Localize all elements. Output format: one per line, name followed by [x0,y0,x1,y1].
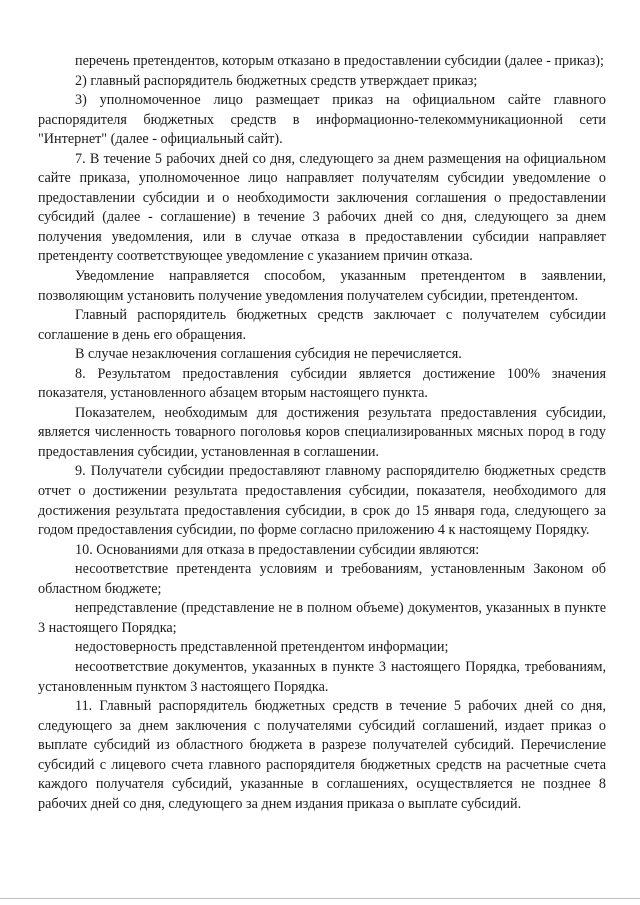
paragraph-refusal-reason-4: несоответствие документов, указанных в пункте 3 настоящего Порядка, требованиям, установленным пунктом 3 настоящего Порядка. [38,658,606,695]
paragraph-refusal-reason-1: несоответствие претендента условиям и требованиям, установленным Законом об областном бюджете; [38,561,606,597]
paragraph-item-2: 2) главный распорядитель бюджетных средств утверждает приказ; [75,72,478,89]
paragraph-list-continuation: перечень претендентов, которым отказано в предоставлении субсидии (далее - приказ); [75,53,604,69]
paragraph-refusal-reason-2: непредставление (представление не в полном объеме) документов, указанных в пункте 3 настоящего Порядка; [38,600,606,636]
paragraph-agreement-conclusion: Главный распорядитель бюджетных средств заключает с получателем субсидии соглашение в день его обращения. [38,307,606,343]
paragraph-notification-method: Уведомление направляется способом, указанным претендентом в заявлении, позволяющим установить получение уведомления получателем субсидии, претендентом. [38,268,606,304]
paragraph-no-agreement: В случае незаключения соглашения субсидия не перечисляется. [75,346,462,363]
paragraph-refusal-reason-3: недостоверность представленной претендентом информации; [75,639,449,656]
paragraph-clause-9: 9. Получатели субсидии предоставляют главному распорядителю бюджетных средств отчет о достижении результата предоставления субсидии, показателя, необходимого для достижения результата предоставления субсидии, в срок до 15 января года, следующего за годом предоставления субсидии, по форме согласно приложению 4 к настоящему Порядку. [38,463,606,539]
document-body [38,52,606,814]
paragraph-clause-7: 7. В течение 5 рабочих дней со дня, следующего за днем размещения на официальном сайте приказа, уполномоченное лицо направляет получателям субсидии уведомление о предоставлении субсидии и о необходимости заключения соглашения о предоставлении субсидий (далее - соглашение) в течение 3 рабочих дней со дня, следующего за днем получения уведомления, или в случае отказа в предоставлении субсидии направляет претенденту соответствующее уведомление с указанием причин отказа. [38,150,606,265]
paragraph-indicator: Показателем, необходимым для достижения результата предоставления субсидии, является численность товарного поголовья коров специализированных мясных пород в году предоставления субсидии, установленная в соглашении. [38,404,606,460]
paragraph-clause-11: 11. Главный распорядитель бюджетных средств в течение 5 рабочих дней со дня, следующего за днем заключения с получателями субсидий соглашений, издает приказ о выплате субсидий из областного бюджета в разрезе получателей субсидий. Перечисление субсидий с лицевого счета главного распорядителя бюджетных средств на расчетные счета каждого получателя субсидий, указанные в соглашениях, осуществляется не позднее 8 рабочих дней со дня, следующего за днем издания приказа о выплате субсидий. [38,698,606,812]
paragraph-item-3: 3) уполномоченное лицо размещает приказ на официальном сайте главного распорядителя бюджетных средств в информационно-телекоммуникационной сети "Интернет" (далее - официальный сайт). [38,92,606,148]
page-bottom-edge [0,898,640,899]
paragraph-clause-8: 8. Результатом предоставления субсидии является достижение 100% значения показателя, установленного абзацем вторым настоящего пункта. [38,365,606,402]
paragraph-clause-10: 10. Основаниями для отказа в предоставлении субсидии являются: [75,541,480,558]
